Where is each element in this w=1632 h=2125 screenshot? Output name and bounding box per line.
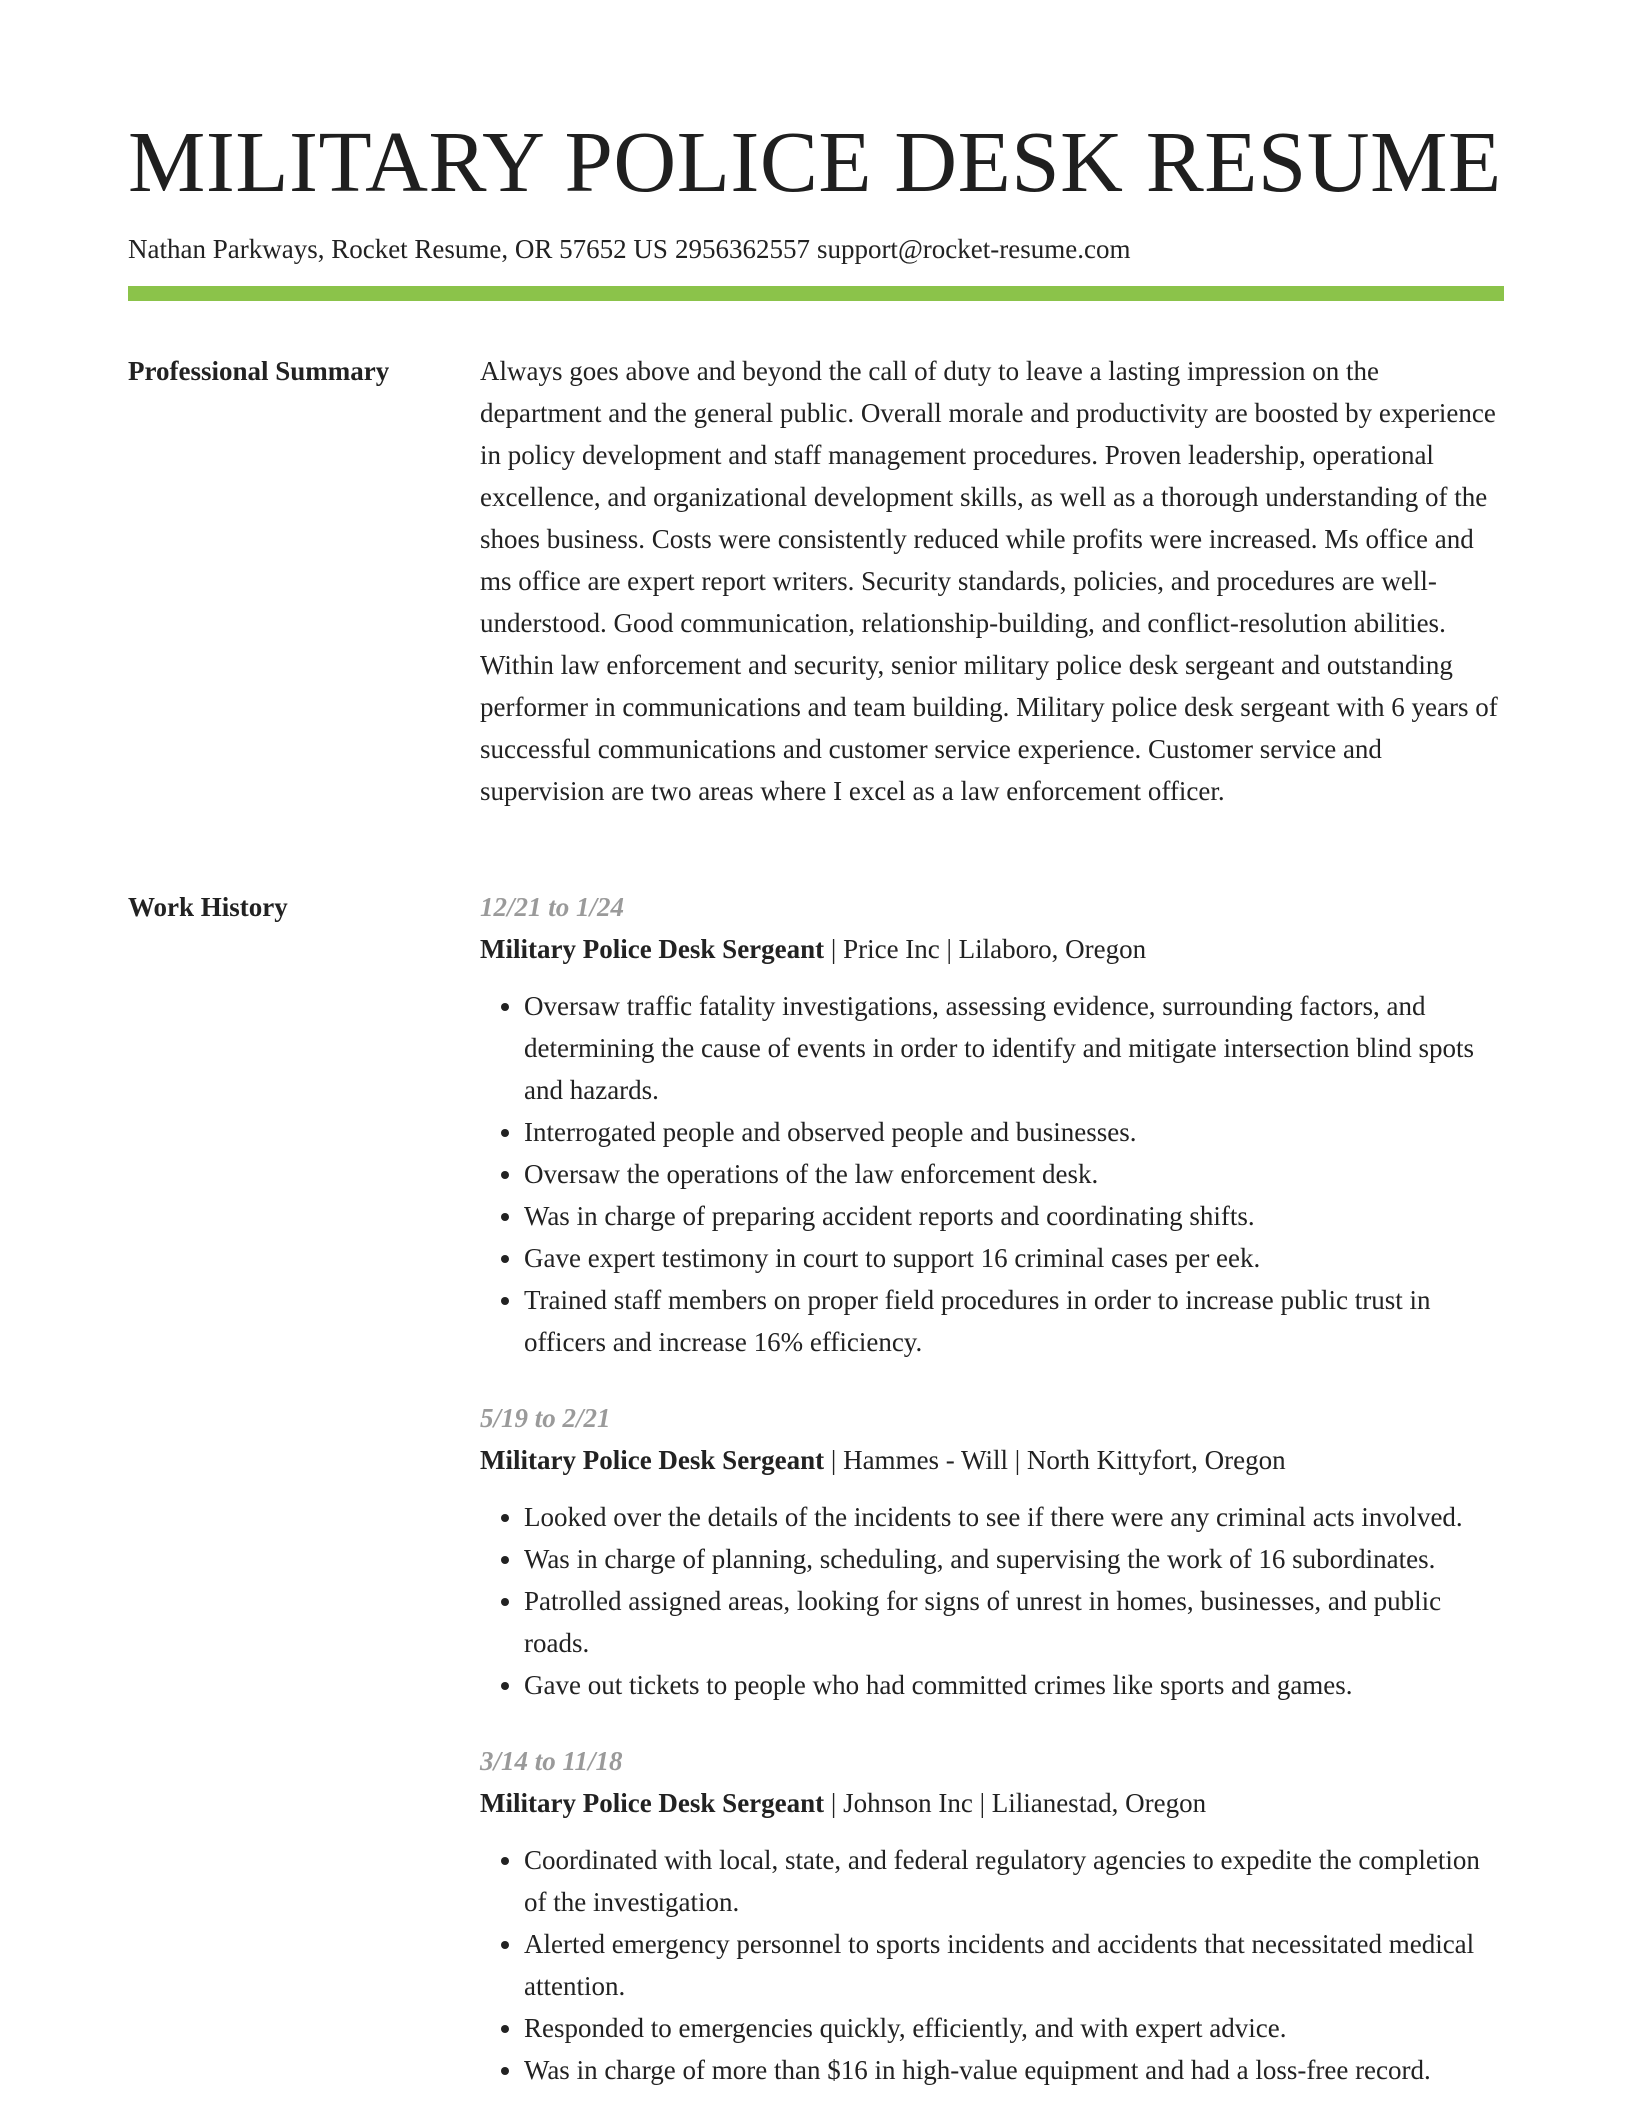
job-bullet: • Oversaw the operations of the law enforcement desk. — [524, 1153, 1506, 1195]
job-dates: 12/21 to 1/24 — [480, 892, 625, 922]
summary-text: Always goes above and beyond the call of duty to leave a lasting impression on the department and the general public. Overall morale and productivity are boosted by experience in policy development and staff management procedures. Proven leadership, operational excellence, and organizational development skills, as well as a thorough understanding of the shoes business. Costs were consistently reduced while profits were increased. Ms office and ms office are expert report writers. Security standards, policies, and procedures are well-understood. Good communication, relationship-building, and conflict-resolution abilities. Within law enforcement and security, senior military police desk sergeant and outstanding performer in communications and team building. Military police desk sergeant with 6 years of successful communications and customer service experience. Customer service and supervision are two areas where I excel as a law enforcement officer. — [480, 356, 1498, 806]
section-label-work-history: Work History — [128, 892, 288, 922]
work-history-body — [480, 886, 1506, 2125]
section-label-summary: Professional Summary — [128, 356, 390, 386]
job-bullet: • Patrolled assigned areas, looking for signs of unrest in homes, businesses, and public roads. — [524, 1580, 1506, 1664]
job-dates: 5/19 to 2/21 — [480, 1403, 611, 1433]
job-title-line — [480, 1439, 1506, 1481]
job-entry — [480, 1397, 1506, 1706]
job-bullet-list — [480, 1839, 1506, 2091]
job-bullet-list — [480, 1496, 1506, 1706]
contact-email[interactable]: support@rocket-resume.com — [816, 234, 1131, 264]
job-bullet: • Trained staff members on proper field procedures in order to increase public trust in officers and increase 16% efficiency. — [524, 1279, 1506, 1363]
job-role: Military Police Desk Sergeant — [480, 934, 825, 964]
summary-body — [480, 350, 1506, 812]
job-role: Military Police Desk Sergeant — [480, 1445, 825, 1475]
job-bullet: • Coordinated with local, state, and federal regulatory agencies to expedite the completion of the investigation. — [524, 1839, 1506, 1923]
job-bullet: • Gave expert testimony in court to support 16 criminal cases per eek. — [524, 1237, 1506, 1279]
job-role: Military Police Desk Sergeant — [480, 1788, 825, 1818]
job-title-line — [480, 1782, 1506, 1824]
job-details: | Johnson Inc | Lilianestad, Oregon — [824, 1788, 1207, 1818]
job-bullet: • Alerted emergency personnel to sports incidents and accidents that necessitated medical attention. — [524, 1923, 1506, 2007]
job-bullet: • Was in charge of more than $16 in high-value equipment and had a loss-free record. — [524, 2049, 1506, 2091]
job-dates: 3/14 to 11/18 — [480, 1746, 623, 1776]
contact-line — [128, 232, 1130, 266]
job-bullet: • Gave out tickets to people who had committed crimes like sports and games. — [524, 1664, 1506, 1706]
contact-phone: 2956362557 — [674, 234, 810, 264]
job-bullet: • Interrogated people and observed people and businesses. — [524, 1111, 1506, 1153]
job-bullet: • Was in charge of preparing accident reports and coordinating shifts. — [524, 1195, 1506, 1237]
job-bullet-list — [480, 985, 1506, 1363]
job-bullet: • Responded to emergencies quickly, efficiently, and with expert advice. — [524, 2007, 1506, 2049]
header-divider — [128, 286, 1504, 301]
job-entry — [480, 1740, 1506, 2091]
job-details: | Price Inc | Lilaboro, Oregon — [824, 934, 1147, 964]
job-title-line — [480, 928, 1506, 970]
job-bullet: • Looked over the details of the incidents to see if there were any criminal acts involved. — [524, 1496, 1506, 1538]
job-bullet: • Oversaw traffic fatality investigations, assessing evidence, surrounding factors, and determining the cause of events in order to identify and mitigate intersection blind spots and hazards. — [524, 985, 1506, 1111]
job-entry — [480, 886, 1506, 1363]
job-bullet: • Was in charge of planning, scheduling, and supervising the work of 16 subordinates. — [524, 1538, 1506, 1580]
job-details: | Hammes - Will | North Kittyfort, Oregon — [824, 1445, 1286, 1475]
resume-title: MILITARY POLICE DESK RESUME — [128, 113, 1502, 210]
contact-address: Nathan Parkways, Rocket Resume, OR 57652 US — [128, 234, 668, 264]
